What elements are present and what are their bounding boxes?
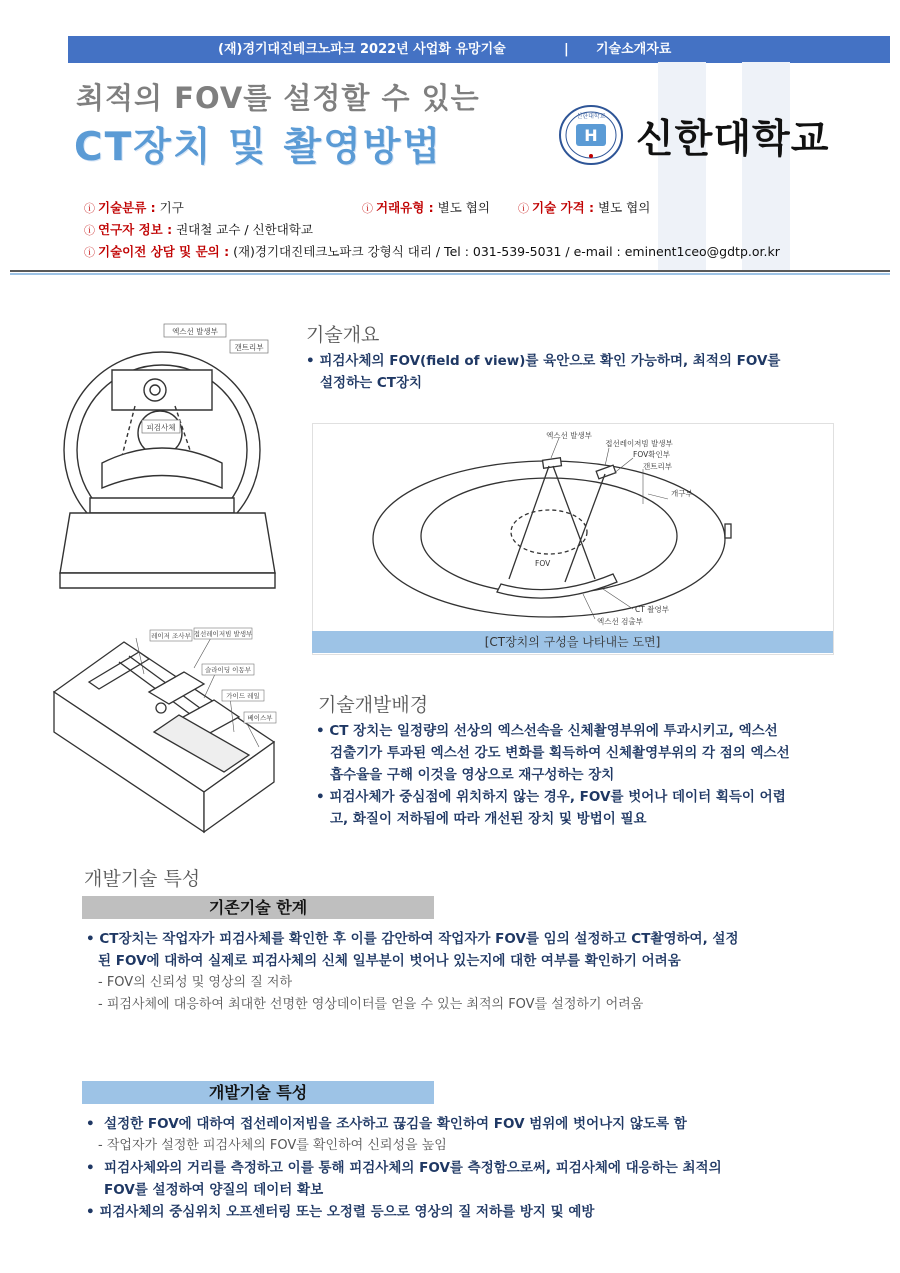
info-icon: ⓘ bbox=[84, 202, 95, 215]
info-icon: ⓘ bbox=[518, 202, 529, 215]
title-line-1: 최적의 FOV를 설정할 수 있는 bbox=[76, 81, 480, 115]
ct-structure-figure bbox=[312, 423, 834, 655]
fig2-label-source: 엑스선 발생부 bbox=[546, 431, 592, 440]
fig3-label-laser-irr: 레이저 조사부 bbox=[151, 632, 191, 640]
info-category-value: 기구 bbox=[159, 200, 184, 215]
background-title: 기술개발배경 bbox=[318, 694, 429, 716]
university-name: 신한대학교 bbox=[636, 117, 830, 162]
background-line: 검출기가 투과된 엑스선 강도 변화를 획득하여 신체촬영부위의 각 점의 엑스선 bbox=[330, 745, 790, 761]
ct-gantry-figure bbox=[50, 318, 290, 618]
divider bbox=[10, 273, 890, 275]
overview-title: 기술개요 bbox=[306, 324, 380, 346]
header-separator: | bbox=[564, 42, 569, 57]
dev-band: 개발기술 특성 bbox=[82, 1081, 434, 1104]
background-line: 피검사체가 중심점에 위치하지 않는 경우, FOV를 벗어나 데이터 획득이 어렵 bbox=[329, 789, 786, 805]
fig2-label-fov-check: FOV확인부 bbox=[633, 450, 670, 459]
background-bullet-2: • 피검사체가 중심점에 위치하지 않는 경우, FOV를 벗어나 데이터 획득이 어렵 고, 화질이 저하됨에 따라 개선된 장치 및 방법이 필요 bbox=[316, 786, 876, 830]
fig3-label-bed: 베이스부 bbox=[247, 714, 273, 722]
header-bar bbox=[68, 36, 890, 63]
fig2-label-detector: 엑스선 검출부 bbox=[597, 617, 643, 626]
background-bullet-1: • CT 장치는 일정량의 선상의 엑스선속을 신체촬영부위에 투과시키고, 엑스선 검출기가 투과된 엑스선 강도 변화를 획득하여 신체촬영부위의 각 점의 엑스선 흡수율을 구해 이것을 영상으로 재구성하는 장치 bbox=[316, 720, 876, 786]
ct-structure-drawing bbox=[313, 424, 833, 629]
sliding-bed-figure bbox=[44, 622, 284, 842]
fig2-label-opening: 개구부 bbox=[671, 489, 693, 498]
fig3-label-guide: 가이드 레일 bbox=[226, 692, 260, 700]
dev-line: 피검사체의 중심위치 오프센터링 또는 오정렬 등으로 영상의 질 저하를 방지 및 예방 bbox=[99, 1204, 595, 1220]
fig3-label-slide: 슬라이딩 이동부 bbox=[204, 666, 252, 674]
info-icon: ⓘ bbox=[84, 224, 95, 237]
fig2-label-laser: 접선레이저빔 발생부 bbox=[605, 439, 673, 448]
info-category bbox=[84, 198, 184, 216]
title-line-2: CT장치 및 촬영방법 bbox=[74, 125, 443, 170]
dev-line: 설정한 FOV에 대하여 접선레이저빔을 조사하고 끊김을 확인하여 FOV 범위에 벗어나지 않도록 함 bbox=[104, 1116, 687, 1132]
info-price-value: 별도 협의 bbox=[598, 200, 651, 215]
fig1-label-source: 엑스선 발생부 bbox=[172, 327, 218, 336]
fig2-label-ct: CT 촬영부 bbox=[635, 605, 669, 614]
dev-line: 피검사체와의 거리를 측정하고 이를 통해 피검사체의 FOV를 측정함으로써, 피검사체에 대응하는 최적의 bbox=[104, 1160, 722, 1176]
overview-line-2: 설정하는 CT장치 bbox=[320, 375, 423, 391]
info-price bbox=[518, 198, 650, 216]
info-category-label: 기술분류 : bbox=[98, 200, 156, 215]
fig2-label-gantry: 갠트리부 bbox=[643, 462, 672, 471]
figure-caption: [CT장치의 구성을 나타내는 도면] bbox=[312, 631, 833, 653]
dev-sub-1: - 작업자가 설정한 피검사체의 FOV를 확인하여 신뢰성을 높임 bbox=[98, 1138, 447, 1153]
limit-line: CT장치는 작업자가 피검사체를 확인한 후 이를 감안하여 작업자가 FOV를 임의 설정하고 CT촬영하여, 설정 bbox=[99, 931, 739, 947]
info-deal-label: 거래유형 : bbox=[376, 200, 434, 215]
limit-line: 된 FOV에 대하여 실제로 피검사체의 신체 일부분이 벗어나 있는지에 대한 여부를 확인하기 어려움 bbox=[98, 953, 681, 969]
features-title: 개발기술 특성 bbox=[84, 868, 201, 890]
background-line: 흡수율을 구해 이것을 영상으로 재구성하는 장치 bbox=[330, 767, 615, 783]
seal-lettering: 신한대학교 bbox=[576, 113, 606, 120]
limit-bullet: • CT장치는 작업자가 피검사체를 확인한 후 이를 감안하여 작업자가 FOV를 임의 설정하고 CT촬영하여, 설정 된 FOV에 대하여 실제로 피검사체의 신체 일부분이 벗어나 있는지에 대한 여부를 확인하기 어려움 bbox=[86, 928, 886, 972]
info-price-label: 기술 가격 : bbox=[532, 200, 595, 215]
limit-subs bbox=[98, 972, 878, 1016]
divider bbox=[10, 270, 890, 272]
limit-sub-line: - 피검사체에 대응하여 최대한 선명한 영상데이터를 얻을 수 있는 최적의 FOV를 설정하기 어려움 bbox=[98, 997, 644, 1012]
header-left-text: (재)경기대진테크노파크 2022년 사업화 유망기술 bbox=[218, 42, 506, 57]
background-line: 고, 화질이 저하됨에 따라 개선된 장치 및 방법이 필요 bbox=[330, 811, 647, 827]
overview-line-1: 피검사체의 FOV(field of view)를 육안으로 확인 가능하며, 최적의 FOV를 bbox=[319, 353, 781, 369]
info-icon: ⓘ bbox=[362, 202, 373, 215]
dev-bullet-3: • 피검사체의 중심위치 오프센터링 또는 오정렬 등으로 영상의 질 저하를 방지 및 예방 bbox=[86, 1204, 595, 1220]
dev-bullet-1: • 설정한 FOV에 대하여 접선레이저빔을 조사하고 끊김을 확인하여 FOV 범위에 벗어나지 않도록 함 bbox=[86, 1116, 687, 1132]
info-researcher bbox=[84, 220, 313, 238]
background-line: CT 장치는 일정량의 선상의 엑스선속을 신체촬영부위에 투과시키고, 엑스선 bbox=[329, 723, 778, 739]
fig1-label-subject: 피검사체 bbox=[146, 423, 176, 432]
decor-stripe bbox=[658, 62, 706, 272]
limit-band: 기존기술 한계 bbox=[82, 896, 434, 919]
info-deal-value: 별도 협의 bbox=[437, 200, 490, 215]
university-seal-icon bbox=[556, 104, 626, 166]
fig2-label-fov: FOV bbox=[535, 559, 551, 568]
info-contact-label: 기술이전 상담 및 문의 : bbox=[98, 244, 230, 259]
info-icon: ⓘ bbox=[84, 246, 95, 259]
dev-bullet-2: • 피검사체와의 거리를 측정하고 이를 통해 피검사체의 FOV를 측정함으로써, 피검사체에 대응하는 최적의 FOV를 설정하여 양질의 데이터 확보 bbox=[86, 1157, 886, 1201]
info-contact bbox=[84, 242, 780, 260]
info-contact-value: (재)경기대진테크노파크 강형식 대리 / Tel : 031-539-5031 / e-mail : eminent1ceo@gdtp.or.kr bbox=[233, 244, 780, 259]
limit-sub-line: - FOV의 신뢰성 및 영상의 질 저하 bbox=[98, 975, 292, 990]
info-researcher-value: 권대철 교수 / 신한대학교 bbox=[176, 222, 313, 237]
header-right-text: 기술소개자료 bbox=[596, 42, 672, 57]
fig3-label-laser-gen: 접선레이저빔 발생부 bbox=[193, 630, 253, 638]
svg-text:H: H bbox=[584, 126, 598, 145]
dev-line: FOV를 설정하여 양질의 데이터 확보 bbox=[104, 1182, 324, 1198]
decor-stripe bbox=[742, 62, 790, 272]
info-researcher-label: 연구자 정보 : bbox=[98, 222, 173, 237]
info-deal bbox=[362, 198, 490, 216]
fig1-label-gantry: 갠트리부 bbox=[234, 343, 264, 352]
overview-bullet: • 피검사체의 FOV(field of view)를 육안으로 확인 가능하며, 최적의 FOV를 설정하는 CT장치 bbox=[306, 350, 780, 394]
